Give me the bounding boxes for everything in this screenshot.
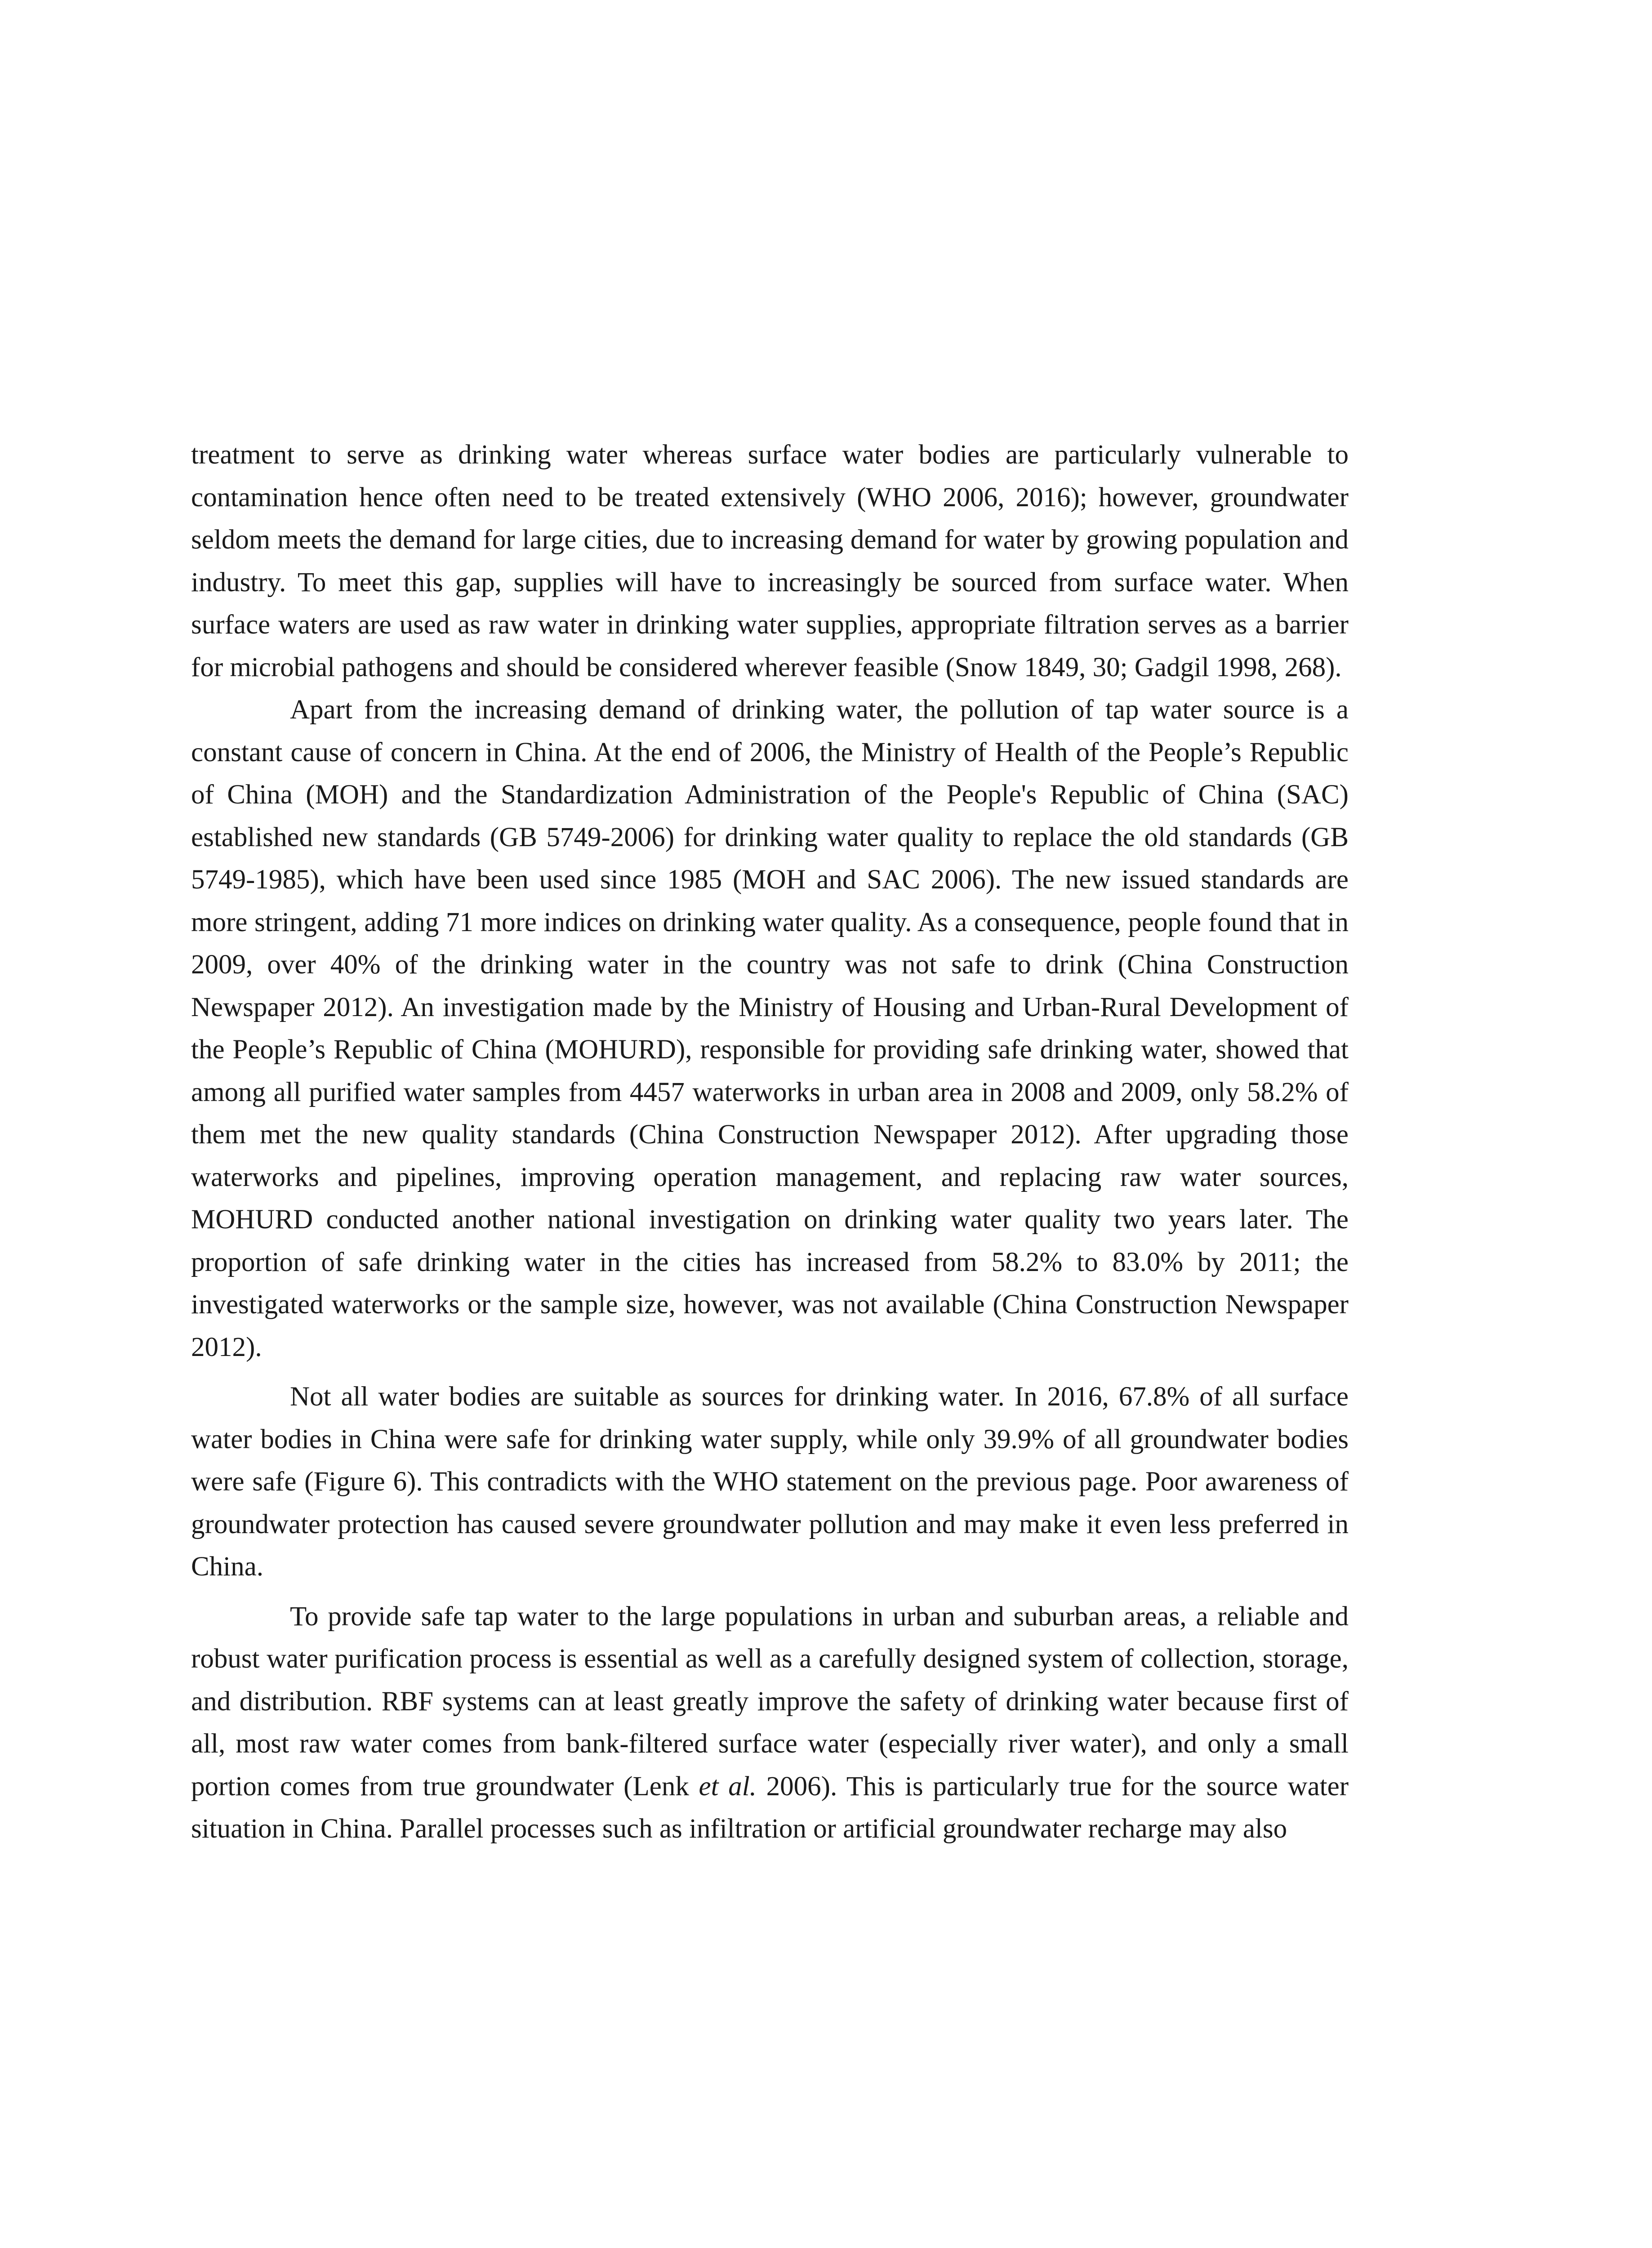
paragraph-4-italic: et al.: [699, 1771, 757, 1802]
paragraph-4: [191, 1596, 1349, 1851]
paragraph-2: Apart from the increasing demand of drinking water, the pollution of tap water source is a constant cause of concern in China. At the end of 2006, the Ministry of Health of the People’s Republic of China (MOH) and the Standardization Administration of the People's Republic of China (SAC) established new standards (GB 5749-2006) for drinking water quality to replace the old standards (GB 5749-1985), which have been used since 1985 (MOH and SAC 2006). The new issued standards are more stringent, adding 71 more indices on drinking water quality. As a consequence, people found that in 2009, over 40% of the drinking water in the country was not safe to drink (China Construction Newspaper 2012). An investigation made by the Ministry of Housing and Urban-Rural Development of the People’s Republic of China (MOHURD), responsible for providing safe drinking water, showed that among all purified water samples from 4457 waterworks in urban area in 2008 and 2009, only 58.2% of them met the new quality standards (China Construction Newspaper 2012). After upgrading those waterworks and pipelines, improving operation management, and replacing raw water sources, MOHURD conducted another national investigation on drinking water quality two years later. The proportion of safe drinking water in the cities has increased from 58.2% to 83.0% by 2011; the investigated waterworks or the sample size, however, was not available (China Construction Newspaper 2012).: [191, 695, 1349, 1362]
body-text: [191, 434, 1349, 1851]
paragraph-4-text-after: 2006). This is particularly true for the source water situation in China. Parallel processes such as infiltration or artificial groundwater recharge may also: [191, 1771, 1349, 1844]
paragraph-3: Not all water bodies are suitable as sources for drinking water. In 2016, 67.8% of all surface water bodies in China were safe for drinking water supply, while only 39.9% of all groundwater bodies were safe (Figure 6). This contradicts with the WHO statement on the previous page. Poor awareness of groundwater protection has caused severe groundwater pollution and may make it even less preferred in China.: [191, 1382, 1349, 1582]
paragraph-1: treatment to serve as drinking water whereas surface water bodies are particularly vulnerable to contamination hence often need to be treated extensively (WHO 2006, 2016); however, groundwater seldom meets the demand for large cities, due to increasing demand for water by growing population and industry. To meet this gap, supplies will have to increasingly be sourced from surface water. When surface waters are used as raw water in drinking water supplies, appropriate filtration serves as a barrier for microbial pathogens and should be considered wherever feasible (Snow 1849, 30; Gadgil 1998, 268).: [191, 440, 1349, 682]
paragraph-4-text-before: To provide safe tap water to the large populations in urban and suburban areas, a reliable and robust water purification process is essential as well as a carefully designed system of collection, storage, and distribution. RBF systems can at least greatly improve the safety of drinking water because first of all, most raw water comes from bank-filtered surface water (especially river water), and only a small portion comes from true groundwater (Lenk: [191, 1601, 1349, 1802]
